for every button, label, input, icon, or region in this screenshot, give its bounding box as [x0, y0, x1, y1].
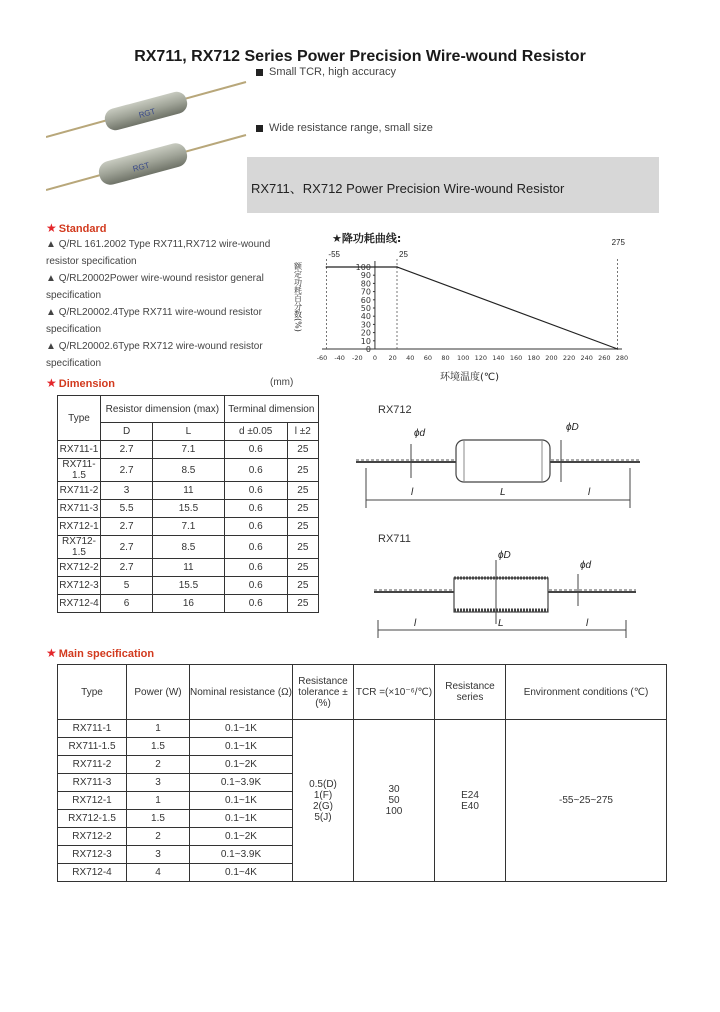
rx711-phid: ϕd	[580, 560, 592, 571]
table-cell: 5	[101, 577, 153, 595]
chart-title: ★降功耗曲线:	[332, 232, 402, 245]
table-cell: 11	[153, 559, 225, 577]
table-cell: 2.7	[101, 459, 153, 482]
table-cell: 25	[287, 500, 318, 518]
table-cell: 2.7	[101, 441, 153, 459]
curve-point	[396, 266, 398, 268]
spec-col-env: Environment conditions (℃)	[506, 665, 667, 720]
rx711-l-left: l	[414, 618, 417, 629]
table-cell: RX711-3	[58, 500, 101, 518]
annotation-min: -55	[328, 250, 340, 259]
chart-ylabel: 额定功耗百分数(%)	[293, 262, 303, 332]
chart-xlabel: 环境温度(℃)	[440, 372, 500, 383]
spec-col-tolerance: Resistance tolerance ±(%)	[293, 665, 354, 720]
table-cell: 1.5	[127, 810, 190, 828]
table-cell: 0.6	[224, 559, 287, 577]
y-tick-label: 20	[360, 328, 371, 338]
curve-point	[617, 348, 619, 350]
rx712-phid: ϕd	[414, 428, 426, 439]
table-cell: 0.1~4K	[190, 864, 293, 882]
x-tick-label: 280	[615, 354, 629, 362]
rx711-drawing	[374, 548, 636, 640]
banner: RX711、RX712 Power Precision Wire-wound Resistor	[247, 157, 659, 213]
product-photo	[46, 72, 252, 198]
table-cell: 25	[287, 518, 318, 536]
y-tick-label: 80	[360, 279, 371, 289]
table-cell: 0.1~2K	[190, 828, 293, 846]
table-cell: 25	[287, 459, 318, 482]
tcr-cell-value: 100	[385, 806, 403, 817]
dimension-table	[57, 395, 319, 613]
table-cell: RX712-3	[58, 577, 101, 595]
env-cell: -55~25~275	[506, 720, 667, 882]
table-cell: 25	[287, 441, 318, 459]
standard-item: ▲ Q/RL 161.2002 Type RX711,RX712 wire-wound resistor specification	[46, 239, 271, 267]
dimension-heading: ★ Dimension	[46, 376, 115, 390]
rx712-l-right: l	[588, 487, 591, 498]
spec-col-tcr: TCR =(×10⁻⁶/℃)	[354, 665, 435, 720]
table-cell: RX712-2	[58, 559, 101, 577]
x-tick-label: -40	[334, 354, 345, 362]
x-tick-label: 140	[492, 354, 505, 362]
table-cell: 16	[153, 595, 225, 613]
standard-item: ▲ Q/RL20002.4Type RX711 wire-wound resistor specification	[46, 307, 262, 335]
col-d: d ±0.05	[224, 423, 287, 441]
table-row	[58, 518, 319, 536]
table-cell: 0.1~3.9K	[190, 846, 293, 864]
table-cell: 0.1~1K	[190, 738, 293, 756]
rx711-label: RX711	[378, 533, 411, 545]
rx711-l-right: l	[586, 618, 589, 629]
table-cell: 0.1~1K	[190, 792, 293, 810]
x-tick-label: 20	[388, 354, 397, 362]
table-cell: RX711-2	[58, 756, 127, 774]
table-cell: RX711-1	[58, 720, 127, 738]
x-tick-label: -20	[351, 354, 363, 362]
y-tick-label: 70	[360, 287, 371, 297]
x-tick-label: 240	[580, 354, 593, 362]
table-cell: RX712-1	[58, 792, 127, 810]
feature-1: Small TCR, high accuracy	[256, 66, 396, 78]
table-cell: 0.6	[224, 536, 287, 559]
standard-heading: ★ Standard	[46, 221, 107, 235]
rx712-L: L	[500, 487, 506, 498]
col-type: Type	[58, 396, 101, 441]
spec-col-type: Type	[58, 665, 127, 720]
standard-list	[46, 236, 286, 372]
svg-text:RGT: RGT	[137, 106, 157, 120]
x-tick-label: 100	[456, 354, 470, 362]
table-cell: 0.1~2K	[190, 756, 293, 774]
y-tick-label: 10	[360, 336, 371, 346]
table-cell: 0.1~1K	[190, 720, 293, 738]
x-tick-label: 220	[562, 354, 576, 362]
rx711-body	[454, 578, 548, 612]
table-cell: RX712-3	[58, 846, 127, 864]
tolerance-cell-value: 2(G)	[313, 800, 333, 812]
curve-point	[326, 266, 328, 268]
x-tick-label: 40	[406, 354, 415, 362]
feature-2: Wide resistance range, small size	[256, 122, 433, 134]
x-tick-label: 160	[509, 354, 523, 362]
table-cell: RX711-1.5	[58, 738, 127, 756]
table-row	[58, 536, 319, 559]
table-cell: RX712-2	[58, 828, 127, 846]
table-cell: 7.1	[153, 518, 225, 536]
rx712-phiD: ϕD	[566, 422, 579, 433]
col-L: L	[153, 423, 225, 441]
table-row	[58, 720, 667, 738]
y-tick-label: 90	[360, 271, 371, 281]
rx712-body	[456, 440, 550, 482]
table-cell: RX711-1.5	[58, 459, 101, 482]
table-row	[58, 482, 319, 500]
x-tick-label: -60	[316, 354, 328, 362]
resistor-top	[46, 82, 246, 137]
table-cell: 4	[127, 864, 190, 882]
col-terminal-dim: Terminal dimension	[224, 396, 318, 423]
x-tick-label: 200	[545, 354, 558, 362]
tolerance-cell-value: 5(J)	[314, 811, 332, 823]
table-cell: 2.7	[101, 536, 153, 559]
main-spec-table	[57, 664, 667, 882]
rx712-l-left: l	[411, 487, 414, 498]
rx712-label: RX712	[378, 404, 412, 416]
tcr-cell-value: 50	[388, 795, 400, 806]
table-cell: 25	[287, 577, 318, 595]
table-cell: 0.1~1K	[190, 810, 293, 828]
table-cell: 2	[127, 756, 190, 774]
table-cell: RX711-3	[58, 774, 127, 792]
rx711-L: L	[498, 618, 504, 629]
table-cell: 25	[287, 482, 318, 500]
y-tick-label: 30	[360, 320, 371, 330]
table-cell: 0.6	[224, 518, 287, 536]
table-cell: 15.5	[153, 500, 225, 518]
table-cell: 11	[153, 482, 225, 500]
tcr-cell-value: 30	[388, 784, 400, 795]
table-cell: 3	[127, 774, 190, 792]
table-cell: 0.6	[224, 459, 287, 482]
svg-text:RGT: RGT	[131, 160, 151, 174]
table-row	[58, 595, 319, 613]
table-cell: 0.6	[224, 482, 287, 500]
tcr-cell	[354, 720, 435, 882]
y-tick-label: 40	[360, 312, 371, 322]
table-cell: 0.6	[224, 577, 287, 595]
x-tick-label: 260	[598, 354, 611, 362]
table-cell: 0.1~3.9K	[190, 774, 293, 792]
tolerance-cell	[293, 720, 354, 882]
table-cell: 0.6	[224, 500, 287, 518]
table-cell: 1.5	[127, 738, 190, 756]
table-cell: 25	[287, 536, 318, 559]
table-row	[58, 577, 319, 595]
table-cell: 1	[127, 720, 190, 738]
y-tick-label: 0	[365, 345, 371, 354]
table-cell: 5.5	[101, 500, 153, 518]
table-cell: 25	[287, 595, 318, 613]
table-cell: RX712-4	[58, 864, 127, 882]
col-l: l ±2	[287, 423, 318, 441]
table-cell: 0.6	[224, 595, 287, 613]
series-cell-value: E40	[461, 800, 479, 812]
x-tick-label: 0	[372, 354, 378, 362]
x-tick-label: 60	[423, 354, 433, 362]
table-cell: RX711-2	[58, 482, 101, 500]
table-cell: RX712-1.5	[58, 810, 127, 828]
resistor-bottom	[46, 135, 246, 190]
table-cell: 6	[101, 595, 153, 613]
table-cell: 2.7	[101, 559, 153, 577]
main-spec-heading: ★ Main specification	[46, 646, 155, 660]
y-tick-label: 100	[355, 263, 371, 272]
standard-item: ▲ Q/RL20002.6Type RX712 wire-wound resistor specification	[46, 341, 263, 369]
table-cell: 3	[101, 482, 153, 500]
standard-item: ▲ Q/RL20002Power wire-wound resistor general specification	[46, 273, 264, 301]
rx712-drawing	[356, 418, 640, 518]
table-cell: 8.5	[153, 536, 225, 559]
spec-col-series: Resistance series	[435, 665, 506, 720]
table-cell: 7.1	[153, 441, 225, 459]
series-cell-value: E24	[461, 789, 479, 801]
x-tick-label: 120	[474, 354, 488, 362]
tolerance-cell-value: 1(F)	[313, 789, 333, 801]
spec-col-nominal: Nominal resistance (Ω)	[190, 665, 293, 720]
table-row	[58, 500, 319, 518]
tolerance-cell-value: 0.5(D)	[309, 778, 337, 790]
table-cell: 0.6	[224, 441, 287, 459]
table-cell: RX711-1	[58, 441, 101, 459]
table-cell: 25	[287, 559, 318, 577]
table-cell: RX712-1	[58, 518, 101, 536]
annotation-knee: 25	[399, 250, 408, 259]
table-cell: 2	[127, 828, 190, 846]
rx711-phiD: ϕD	[498, 550, 511, 561]
derating-chart	[292, 228, 644, 386]
y-tick-label: 60	[360, 295, 371, 305]
table-row	[58, 459, 319, 482]
x-tick-label: 80	[441, 354, 450, 362]
annotation-end: 275	[611, 238, 625, 247]
series-cell	[435, 720, 506, 882]
table-cell: 2.7	[101, 518, 153, 536]
table-cell: 3	[127, 846, 190, 864]
table-cell: RX712-4	[58, 595, 101, 613]
table-cell: RX712-1.5	[58, 536, 101, 559]
table-cell: 8.5	[153, 459, 225, 482]
col-resistor-dim: Resistor dimension (max)	[101, 396, 225, 423]
page-title: RX711, RX712 Series Power Precision Wire-wound Resistor	[134, 48, 586, 65]
table-row	[58, 441, 319, 459]
y-tick-label: 50	[360, 304, 371, 313]
table-row	[58, 559, 319, 577]
table-cell: 1	[127, 792, 190, 810]
dimension-unit: (mm)	[270, 377, 294, 388]
spec-col-power: Power (W)	[127, 665, 190, 720]
col-D: D	[101, 423, 153, 441]
x-tick-label: 180	[527, 354, 540, 362]
table-cell: 15.5	[153, 577, 225, 595]
